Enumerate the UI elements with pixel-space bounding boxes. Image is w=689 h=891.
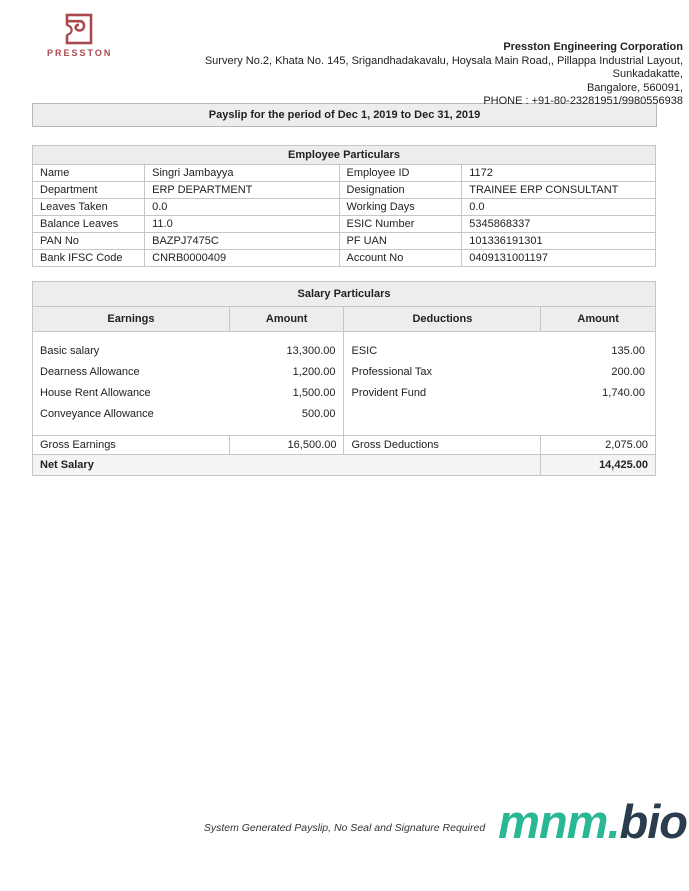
deduction-name: Professional Tax (351, 366, 432, 378)
deduction-amount: 200.00 (611, 366, 645, 378)
field-label: Name (33, 165, 145, 182)
field-label: Leaves Taken (33, 199, 145, 216)
earning-name: Conveyance Allowance (40, 408, 154, 420)
field-value: 11.0 (145, 216, 339, 233)
company-logo (47, 13, 113, 58)
field-label: Employee ID (339, 165, 462, 182)
earnings-header: Earnings (33, 307, 230, 332)
company-phone: PHONE : +91-80-23281951/9980556938 (483, 95, 683, 107)
list-item (344, 362, 655, 383)
field-value: 5345868337 (462, 216, 656, 233)
field-value: Singri Jambayya (145, 165, 339, 182)
watermark-bio: bio (619, 795, 687, 848)
salary-body-row (33, 332, 656, 436)
list-item (33, 362, 343, 383)
employee-particulars-table (32, 145, 656, 267)
field-value: 0.0 (462, 199, 656, 216)
earning-amount: 500.00 (301, 408, 336, 420)
field-value: 1172 (462, 165, 656, 182)
logo-wordmark: PRESSTON (47, 48, 113, 58)
field-label: ESIC Number (339, 216, 462, 233)
deductions-amount-header: Amount (541, 307, 656, 332)
field-value: ERP DEPARTMENT (145, 182, 339, 199)
field-label: PAN No (33, 233, 145, 250)
earning-amount: 1,200.00 (292, 366, 336, 378)
page-header (0, 0, 689, 107)
field-label: PF UAN (339, 233, 462, 250)
table-row (33, 182, 656, 199)
salary-particulars-table (32, 281, 656, 476)
field-value: 0.0 (145, 199, 339, 216)
gross-earnings-amount: 16,500.00 (229, 436, 344, 455)
employee-particulars-title: Employee Particulars (33, 146, 656, 165)
gross-earnings-label: Gross Earnings (33, 436, 230, 455)
system-generated-disclaimer: System Generated Payslip, No Seal and Signature Required (203, 822, 486, 834)
list-item (344, 341, 655, 362)
field-value: 0409131001197 (462, 250, 656, 267)
table-row (33, 233, 656, 250)
deduction-amount: 1,740.00 (602, 387, 645, 399)
gross-deductions-label: Gross Deductions (344, 436, 541, 455)
list-item (33, 404, 343, 425)
field-label: Bank IFSC Code (33, 250, 145, 267)
list-item (344, 383, 655, 404)
salary-header-row (33, 307, 656, 332)
earnings-list (33, 332, 344, 436)
company-address-line2: Bangalore, 560091, (586, 81, 683, 94)
table-row (33, 216, 656, 233)
field-label: Account No (339, 250, 462, 267)
field-label: Balance Leaves (33, 216, 145, 233)
table-row (33, 199, 656, 216)
company-address-line1: Survery No.2, Khata No. 145, Srigandhadakavalu, Hoysala Main Road,, Pillappa Industrial Layout, Sunkadakatte, (204, 54, 683, 80)
salary-particulars-title: Salary Particulars (33, 282, 656, 307)
earnings-amount-header: Amount (229, 307, 344, 332)
field-label: Department (33, 182, 145, 199)
company-info-block (180, 41, 683, 109)
net-salary-row (33, 455, 656, 476)
field-value: CNRB0000409 (145, 250, 339, 267)
earning-name: Dearness Allowance (40, 366, 140, 378)
company-name: Presston Engineering Corporation (503, 41, 683, 53)
earning-amount: 13,300.00 (286, 345, 336, 357)
deductions-header: Deductions (344, 307, 541, 332)
field-value: BAZPJ7475C (145, 233, 339, 250)
deduction-amount: 135.00 (611, 345, 645, 357)
table-row (33, 250, 656, 267)
earning-name: House Rent Allowance (40, 387, 151, 399)
table-row (33, 165, 656, 182)
payslip-period-bar: Payslip for the period of Dec 1, 2019 to Dec 31, 2019 (32, 103, 657, 127)
field-value: 101336191301 (462, 233, 656, 250)
list-item (33, 341, 343, 362)
watermark-mnm: mnm. (498, 795, 620, 848)
earning-name: Basic salary (40, 345, 100, 357)
gross-row (33, 436, 656, 455)
gross-deductions-amount: 2,075.00 (541, 436, 656, 455)
earning-amount: 1,500.00 (292, 387, 336, 399)
field-value: TRAINEE ERP CONSULTANT (462, 182, 656, 199)
list-item (33, 383, 343, 404)
net-salary-label: Net Salary (33, 455, 541, 476)
deductions-list (344, 332, 656, 436)
presston-logo-icon (47, 13, 105, 46)
deduction-name: Provident Fund (351, 387, 427, 399)
deduction-name: ESIC (351, 345, 378, 357)
net-salary-amount: 14,425.00 (541, 455, 656, 476)
field-label: Designation (339, 182, 462, 199)
mnm-bio-watermark (498, 796, 687, 848)
field-label: Working Days (339, 199, 462, 216)
